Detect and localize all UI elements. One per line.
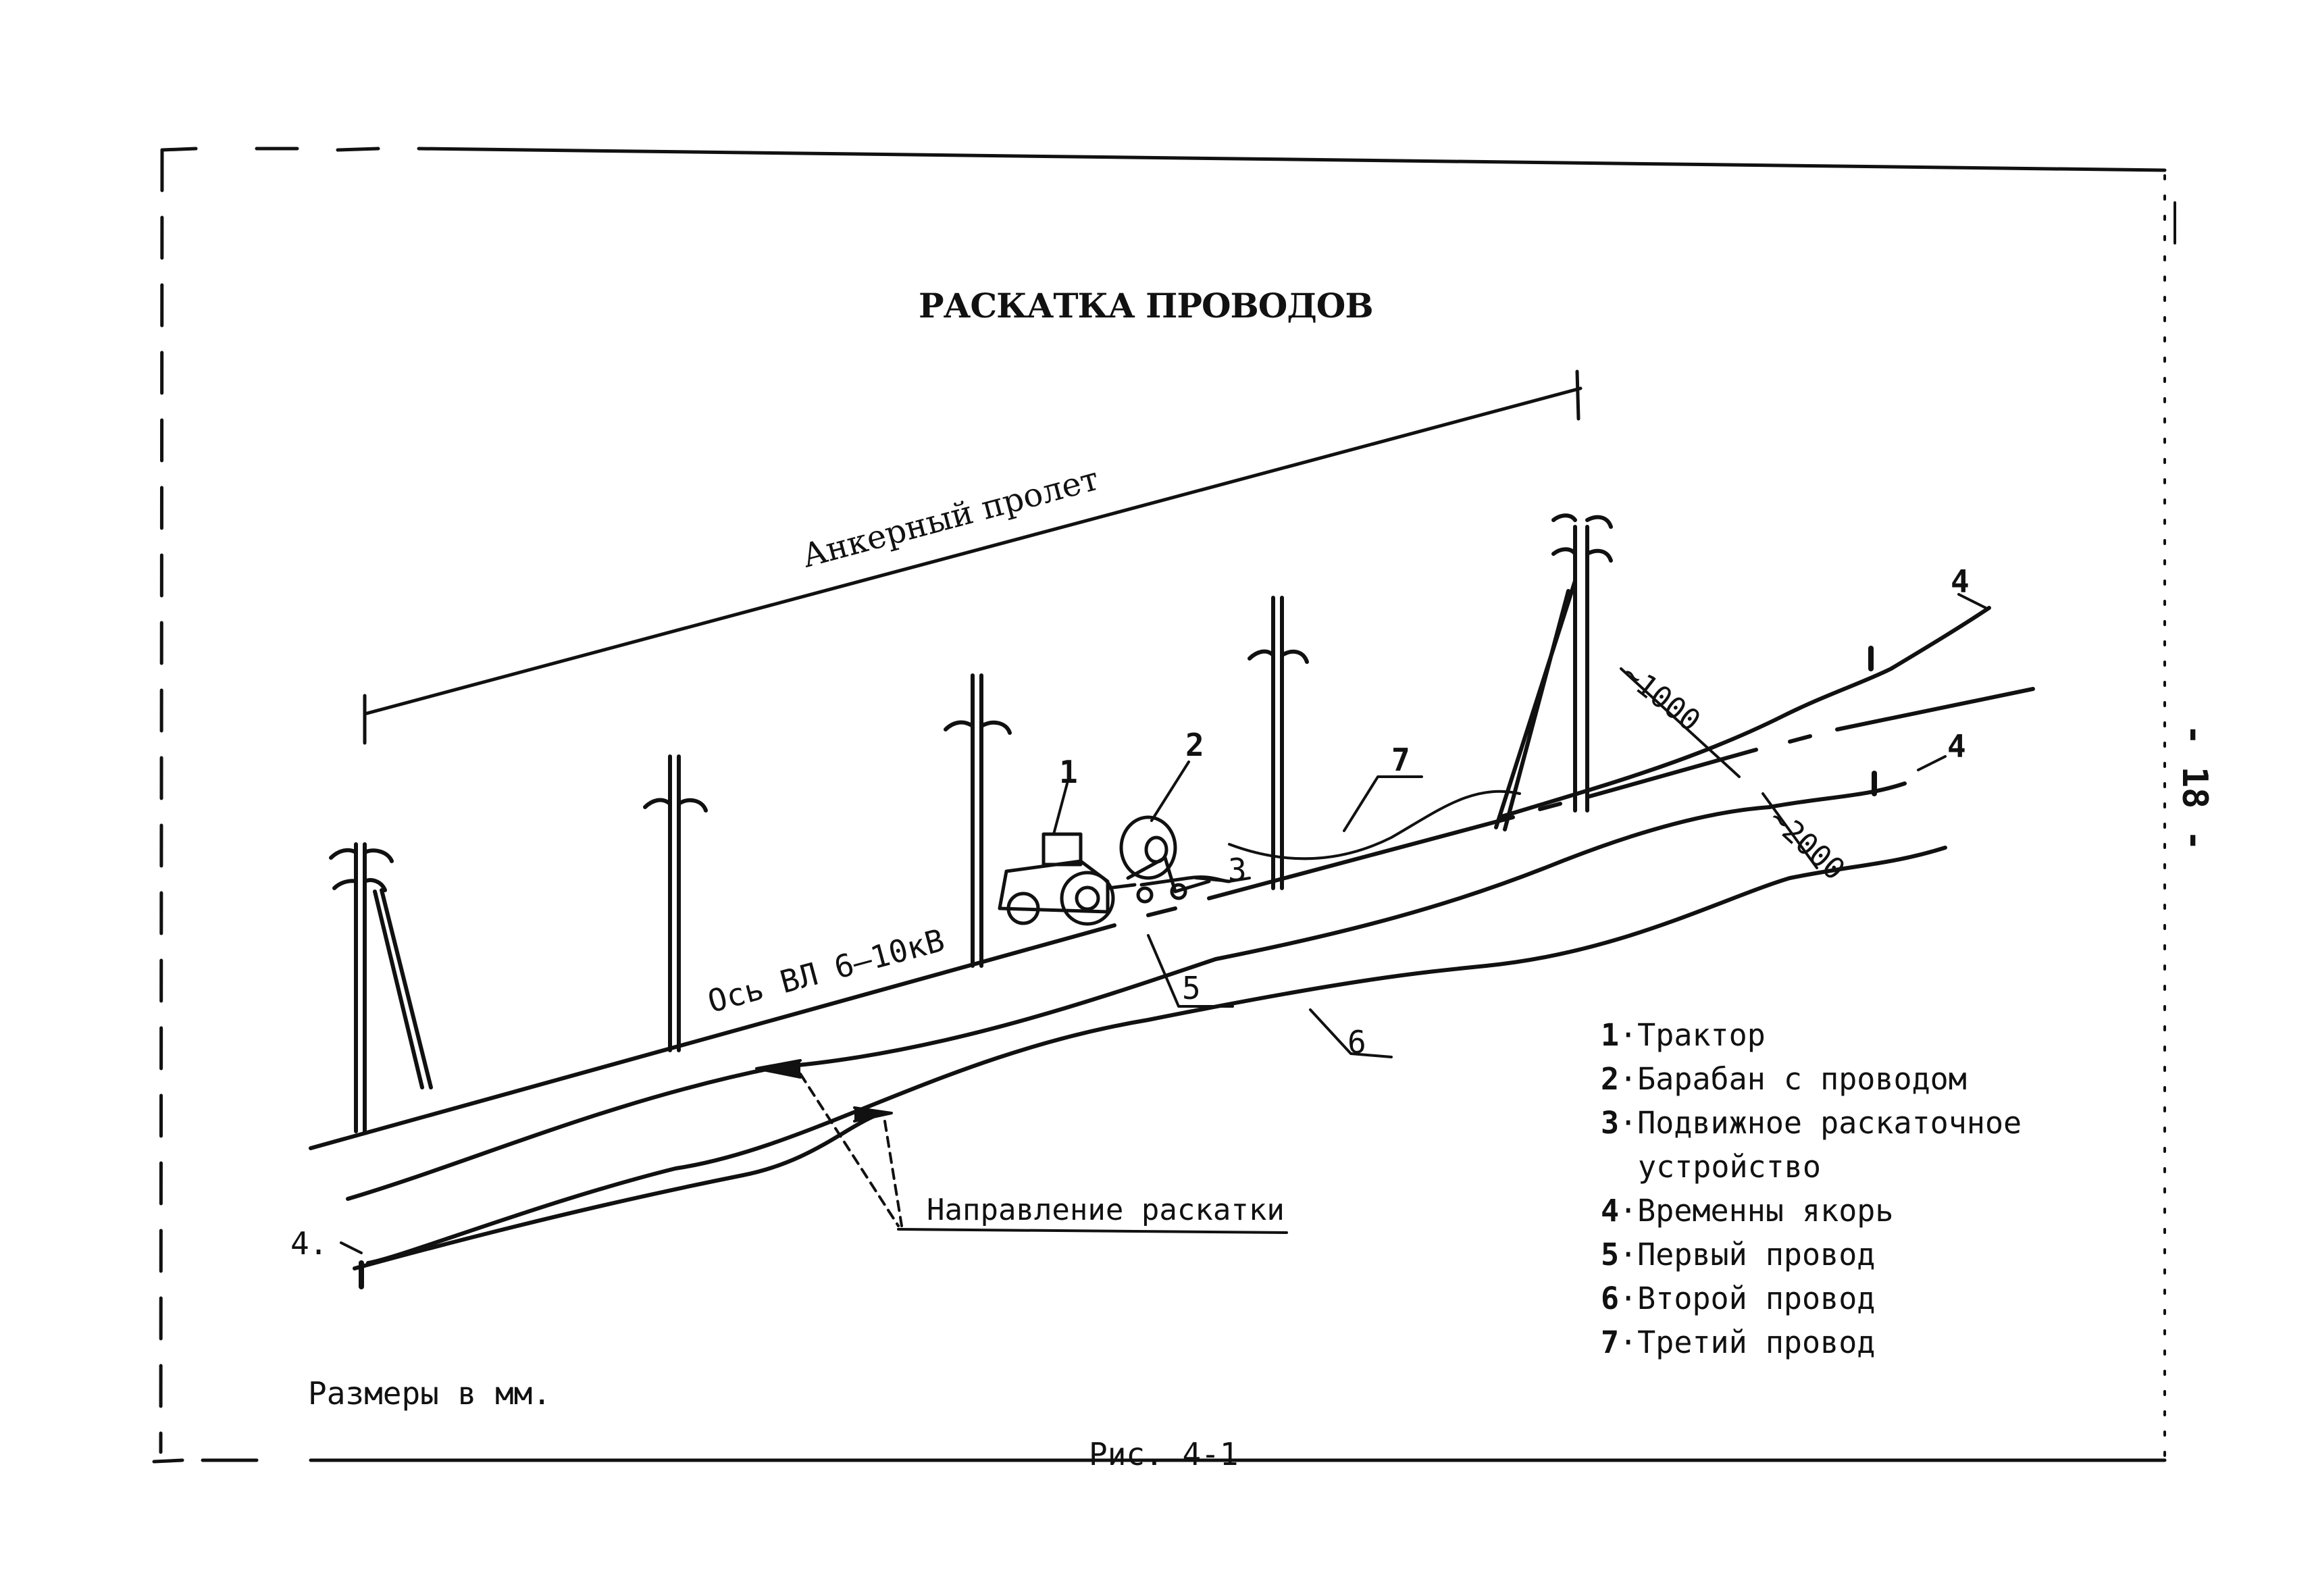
tractor bbox=[1000, 834, 1135, 924]
pole-2 bbox=[645, 756, 706, 1050]
pole-4 bbox=[1250, 598, 1307, 888]
callout-2: 2 bbox=[1185, 727, 1204, 763]
dimensions-note: Размеры в мм. bbox=[308, 1375, 552, 1412]
legend-item: 5 ·Первый провод bbox=[1601, 1237, 1876, 1272]
callout-5: 5 bbox=[1182, 970, 1201, 1006]
ground-edge-lower bbox=[355, 1114, 878, 1268]
callout-7: 7 bbox=[1391, 742, 1410, 778]
legend-item: устройство bbox=[1638, 1149, 1821, 1185]
legend bbox=[1601, 1013, 2022, 1364]
callout-4-middle: 4 bbox=[1947, 728, 1966, 765]
wire-drum bbox=[1121, 817, 1209, 892]
callout-4-top: 4 bbox=[1951, 563, 1970, 600]
pole-1 bbox=[331, 844, 431, 1131]
dimension-2000: ~2000 bbox=[1762, 802, 1852, 887]
callout-3: 3 bbox=[1228, 852, 1247, 888]
vl-axis-label: Ось ВЛ 6–10кВ bbox=[704, 921, 948, 1020]
diagram-title: РАСКАТКА ПРОВОДОВ bbox=[919, 286, 1373, 326]
legend-item: 3 ·Подвижное раскаточное bbox=[1601, 1105, 2022, 1141]
page-number: - 18 - bbox=[2174, 724, 2215, 851]
direction-label: Направление раскатки bbox=[927, 1193, 1285, 1227]
legend-item: 4 ·Временны якорь bbox=[1601, 1193, 1894, 1229]
anchor-span-label: Анкерный пролет bbox=[798, 459, 1103, 575]
legend-item: 7 ·Третий провод bbox=[1601, 1324, 1876, 1360]
pole-5-anchor bbox=[1496, 515, 1611, 829]
legend-item: 2 ·Барабан с проводом bbox=[1601, 1061, 1967, 1097]
dimension-1000: ~1000 bbox=[1615, 656, 1707, 739]
legend-item: 6 ·Второй провод bbox=[1601, 1281, 1876, 1316]
callout-6: 6 bbox=[1347, 1024, 1366, 1060]
callout-1: 1 bbox=[1059, 754, 1078, 790]
figure-caption: Рис. 4-1 bbox=[1089, 1436, 1239, 1472]
callout-4-bottom: 4. bbox=[290, 1225, 328, 1262]
pole-3 bbox=[946, 675, 1010, 966]
legend-item: 1 ·Трактор bbox=[1601, 1017, 1766, 1053]
